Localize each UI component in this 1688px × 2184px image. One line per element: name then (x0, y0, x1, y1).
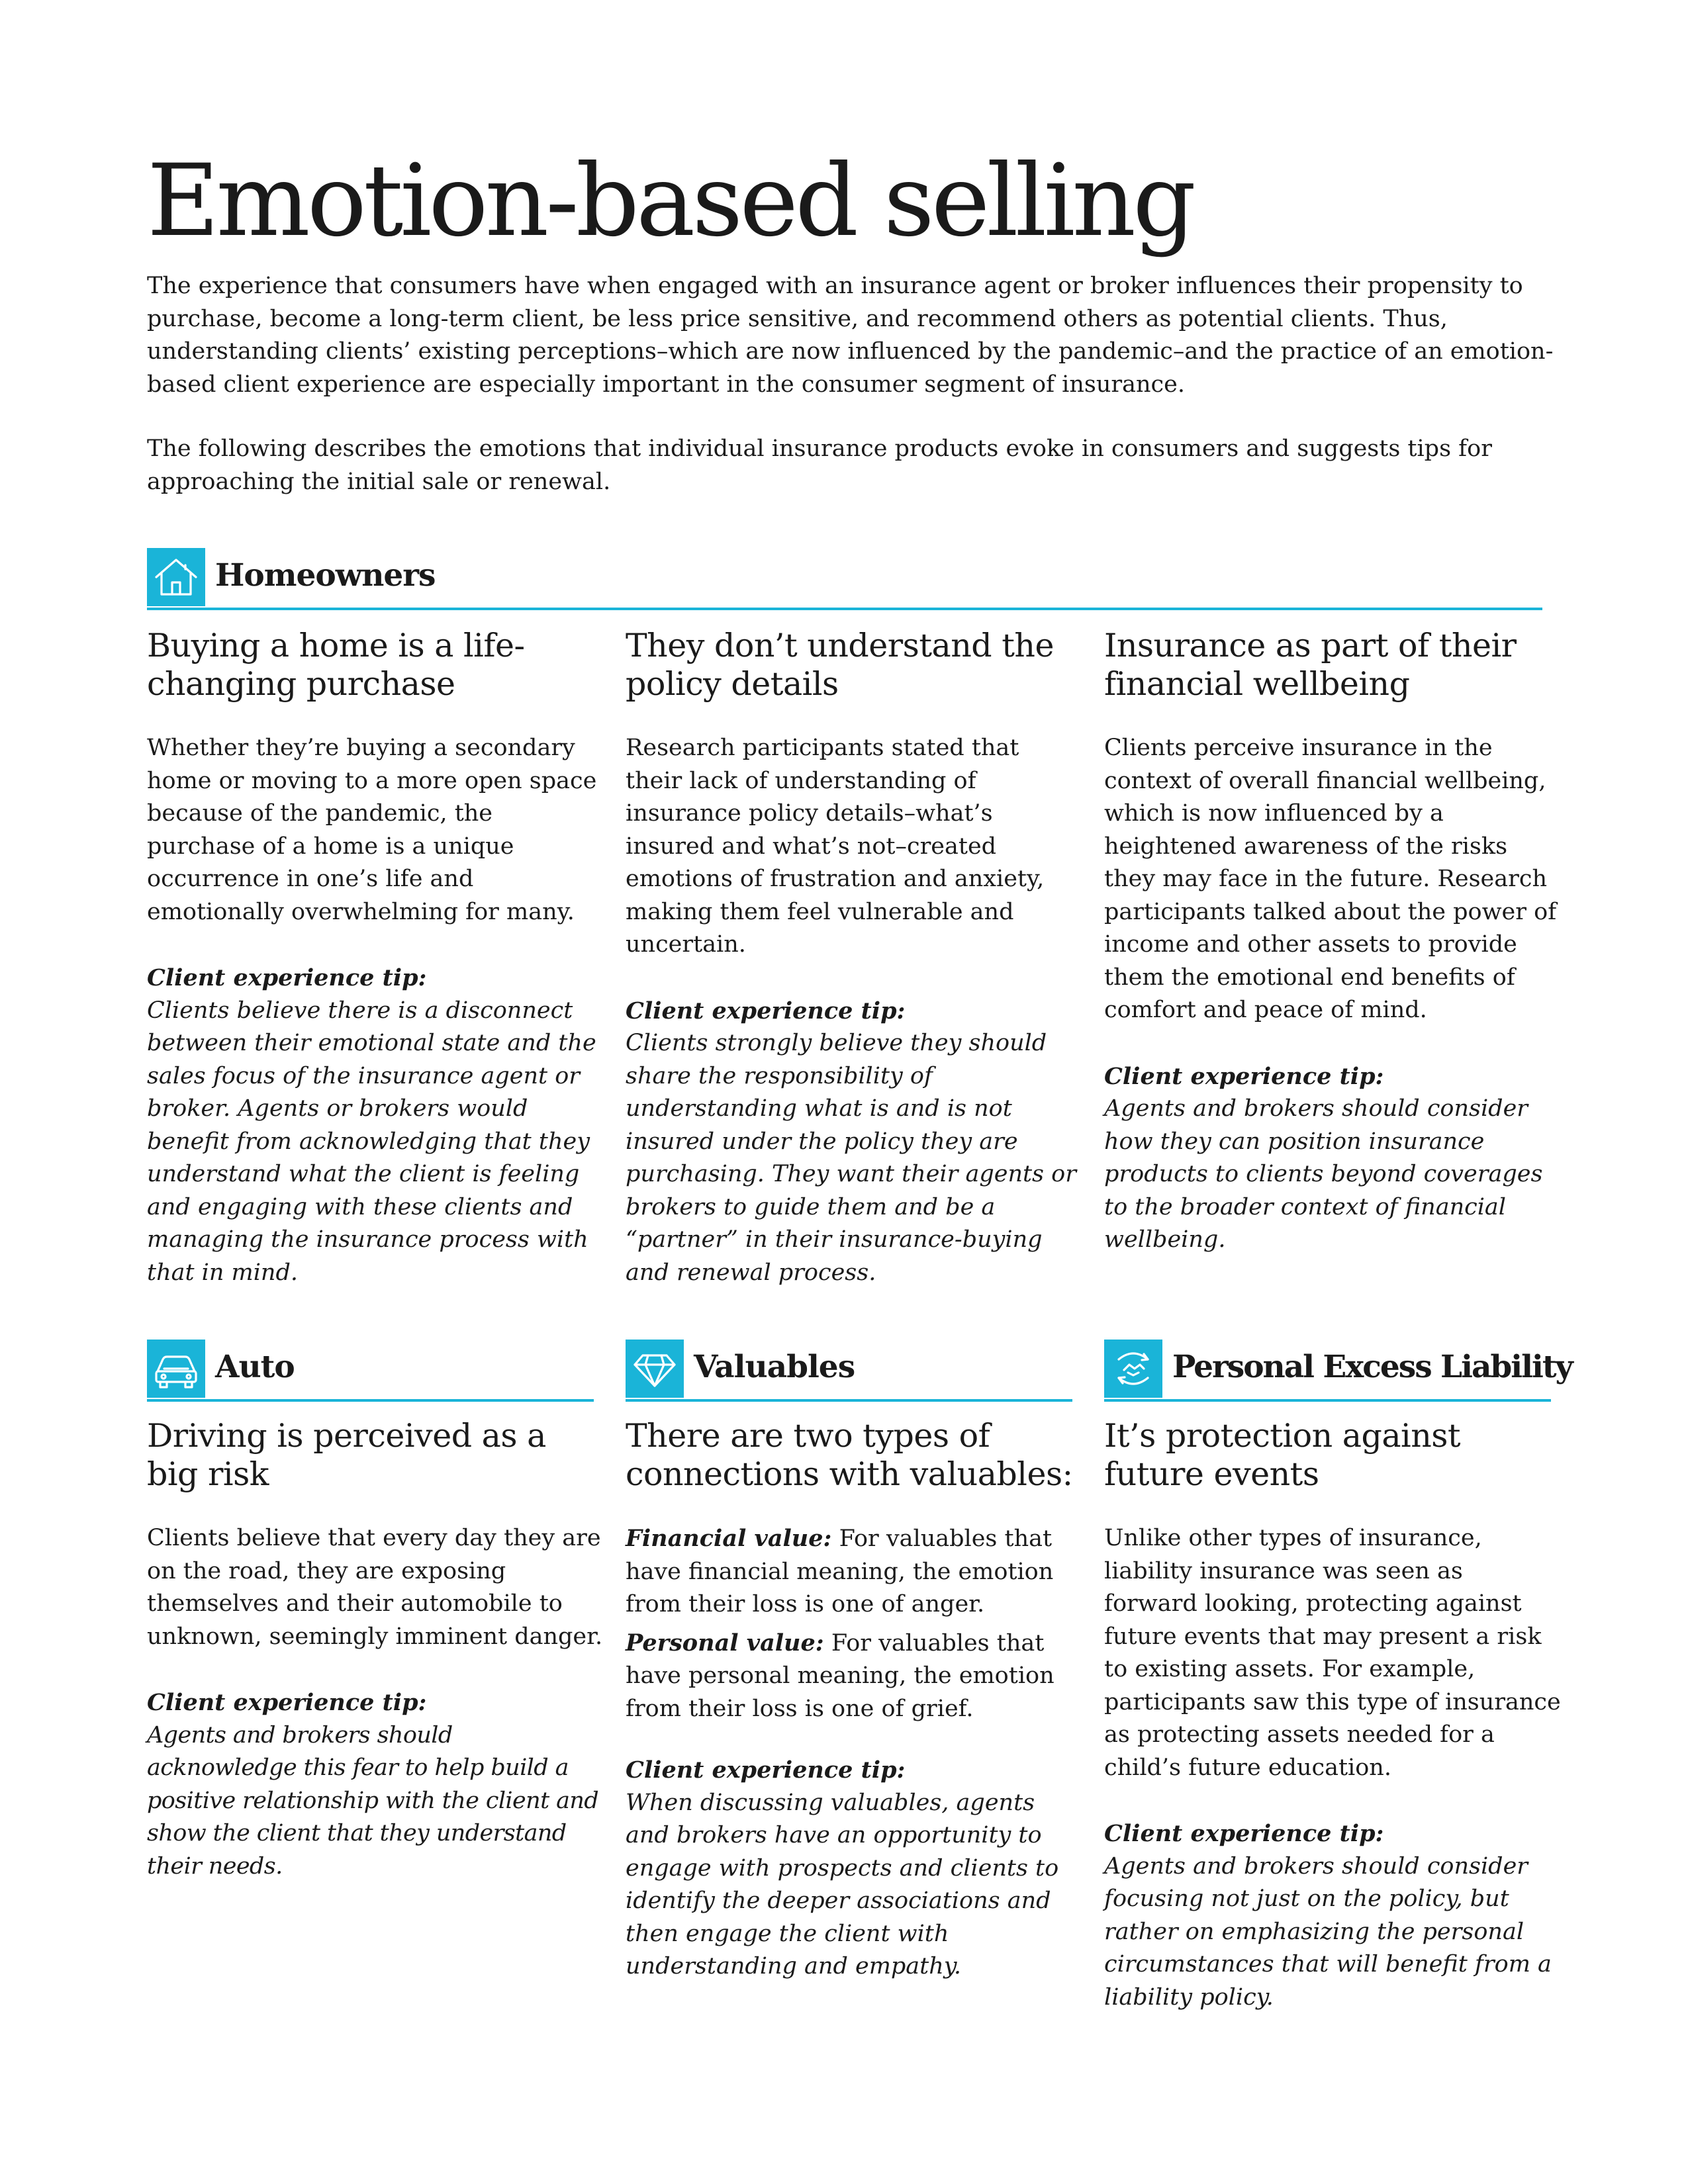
tip-text: Agents and brokers should acknowledge this fear to help build a positive relationship with the client and show the client that they understand their needs. (147, 1721, 599, 1880)
column-heading: There are two types of connections with valuables: (626, 1417, 1073, 1493)
auto-title: Auto (215, 1349, 295, 1385)
column-body: Unlike other types of insurance, liability insurance was seen as forward looking, protecting against future events that may present a risk to existing assets. For example, participants saw this type of insurance as protecting assets needed for a child’s future education. (1104, 1525, 1561, 1781)
column-heading: Buying a home is a life-changing purchase (147, 627, 525, 703)
column-body: Whether they’re buying a secondary home or moving to a more open space because of the pandemic, the purchase of a home is a unique occurrence in one’s life and emotionally overwhelming for many. (147, 735, 597, 925)
tip-label: Client experience tip: (1104, 1062, 1384, 1090)
financial-value-text (626, 1522, 1082, 1621)
tip-text: Agents and brokers should consider focusing not just on the policy, but rather on emphasizing the personal circumstances that will benefit from a liability policy. (1104, 1852, 1552, 2011)
column-heading: They don’t understand the policy details (626, 627, 1054, 703)
valuables-title: Valuables (694, 1349, 855, 1385)
liability-header (1104, 1336, 1572, 1402)
intro-paragraph-1: The experience that consumers have when engaged with an insurance agent or broker influences their propensity to purchase, become a long-term client, be less price sensitive, and recommend others as potential clients. Thus, understanding clients’ existing perceptions–which are now influenced by the pandemic–and the practice of an emotion-based client experience are especially important in the consumer segment of insurance. (147, 273, 1554, 398)
diamond-icon (626, 1340, 684, 1398)
tip-text: When discussing valuables, agents and brokers have an opportunity to engage with prospects and clients to identify the deeper associations and then engage the client with understanding and empathy. (626, 1789, 1059, 1979)
tip-label: Client experience tip: (626, 1756, 906, 1784)
personal-value-description: For valuables that have personal meaning, the emotion from their loss is one of grief. (626, 1629, 1055, 1722)
homeowners-column-1 (147, 627, 604, 1289)
protection-hands-icon (1104, 1340, 1162, 1398)
house-icon (147, 548, 205, 606)
page-title: Emotion-based selling (147, 144, 1194, 259)
homeowners-column-2 (626, 627, 1082, 1289)
tip-label: Client experience tip: (1104, 1820, 1384, 1847)
column-heading: Driving is perceived as a big risk (147, 1417, 546, 1493)
tip-label: Client experience tip: (147, 1689, 427, 1716)
car-icon (147, 1340, 205, 1398)
tip-text: Agents and brokers should consider how they can position insurance products to clients beyond coverages to the broader context of financial wellbeing. (1104, 1095, 1543, 1253)
intro-paragraph-2: The following describes the emotions that individual insurance products evoke in consumers and suggests tips for approaching the initial sale or renewal. (147, 435, 1492, 495)
column-heading: It’s protection against future events (1104, 1417, 1461, 1493)
liability-column (1104, 1417, 1561, 2014)
financial-value-description: For valuables that have financial meaning, the emotion from their loss is one of anger. (626, 1525, 1054, 1617)
auto-column (147, 1417, 604, 1883)
column-body: Research participants stated that their lack of understanding of insurance policy details–what’s insured and what’s not–created emotions of frustration and anxiety, making them feel vulnerable and uncertain. (626, 735, 1045, 958)
valuables-header (626, 1336, 1072, 1402)
tip-label: Client experience tip: (626, 997, 906, 1024)
valuables-column (626, 1417, 1082, 1983)
liability-title: Personal Excess Liability (1172, 1349, 1572, 1385)
tip-label: Client experience tip: (147, 964, 427, 991)
column-heading: Insurance as part of their financial wellbeing (1104, 627, 1517, 703)
personal-value-label: Personal value: (626, 1629, 824, 1657)
auto-header (147, 1336, 594, 1402)
homeowners-column-3 (1104, 627, 1561, 1257)
tip-text: Clients believe there is a disconnect between their emotional state and the sales focus of the insurance agent or broker. Agents or brokers would benefit from acknowledging that they understand what the client is feeling and engaging with these clients and managing the insurance process with that in mind. (147, 997, 596, 1286)
financial-value-label: Financial value: (626, 1525, 832, 1552)
homeowners-header (147, 544, 1542, 610)
homeowners-title: Homeowners (215, 557, 436, 594)
column-body: Clients perceive insurance in the context of overall financial wellbeing, which is now influenced by a heightened awareness of the risks they may face in the future. Research participants talked about the power of income and other assets to provide them the emotional end benefits of comfort and peace of mind. (1104, 735, 1557, 1023)
tip-text: Clients strongly believe they should share the responsibility of understanding what is and is not insured under the policy they are purchasing. They want their agents or brokers to guide them and be a “partner” in their insurance-buying and renewal process. (626, 1030, 1076, 1286)
personal-value-text (626, 1627, 1082, 1726)
column-body: Clients believe that every day they are on the road, they are exposing themselves and their automobile to unknown, seemingly imminent danger. (147, 1525, 603, 1650)
